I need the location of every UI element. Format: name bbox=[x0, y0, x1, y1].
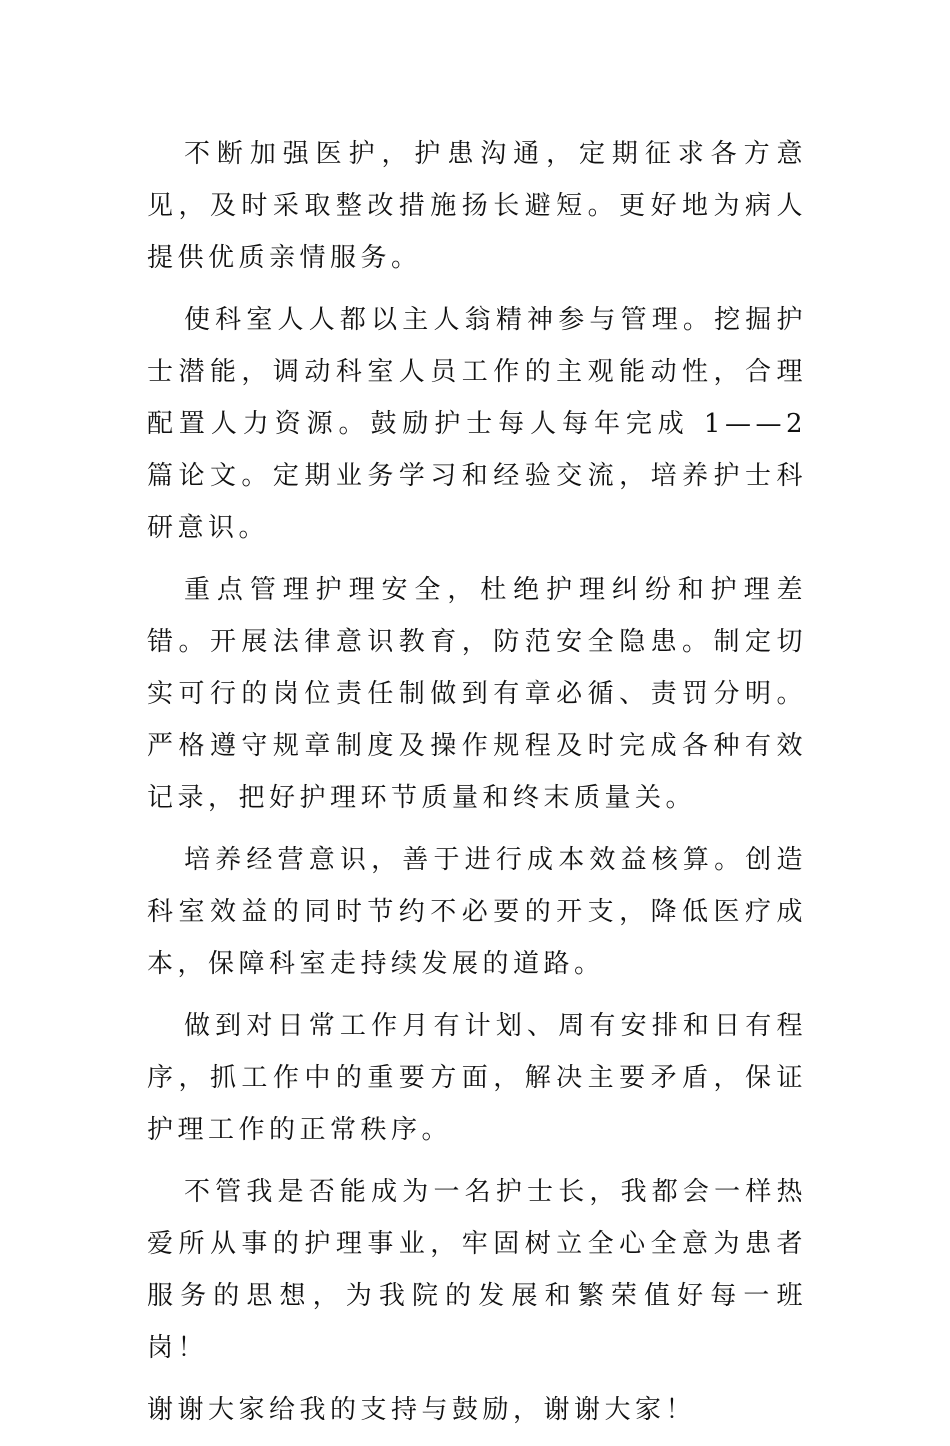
paragraph-3: 重点管理护理安全，杜绝护理纠纷和护理差错。开展法律意识教育，防范安全隐患。制定切实可行的岗位责任制做到有章必循、责罚分明。严格遵守规章制度及操作规程及时完成各种有效记录，把好护理环节质量和终末质量关。 bbox=[147, 575, 807, 813]
paragraph-2: 使科室人人都以主人翁精神参与管理。挖掘护士潜能，调动科室人员工作的主观能动性，合理配置人力资源。鼓励护士每人每年完成 1——2 篇论文。定期业务学习和经验交流，培养护士科研意识。 bbox=[147, 305, 807, 543]
document-body bbox=[147, 128, 807, 1446]
paragraph-6: 不管我是否能成为一名护士长，我都会一样热爱所从事的护理事业，牢固树立全心全意为患者服务的思想，为我院的发展和繁荣值好每一班岗！ bbox=[147, 1177, 807, 1363]
paragraph-1: 不断加强医护，护患沟通，定期征求各方意见，及时采取整改措施扬长避短。更好地为病人提供优质亲情服务。 bbox=[147, 139, 807, 273]
paragraph-5: 做到对日常工作月有计划、周有安排和日有程序，抓工作中的重要方面，解决主要矛盾，保证护理工作的正常秩序。 bbox=[147, 1011, 807, 1145]
closing-line: 谢谢大家给我的支持与鼓励，谢谢大家！ bbox=[147, 1395, 697, 1425]
paragraph-4: 培养经营意识，善于进行成本效益核算。创造科室效益的同时节约不必要的开支，降低医疗成本，保障科室走持续发展的道路。 bbox=[147, 845, 807, 979]
